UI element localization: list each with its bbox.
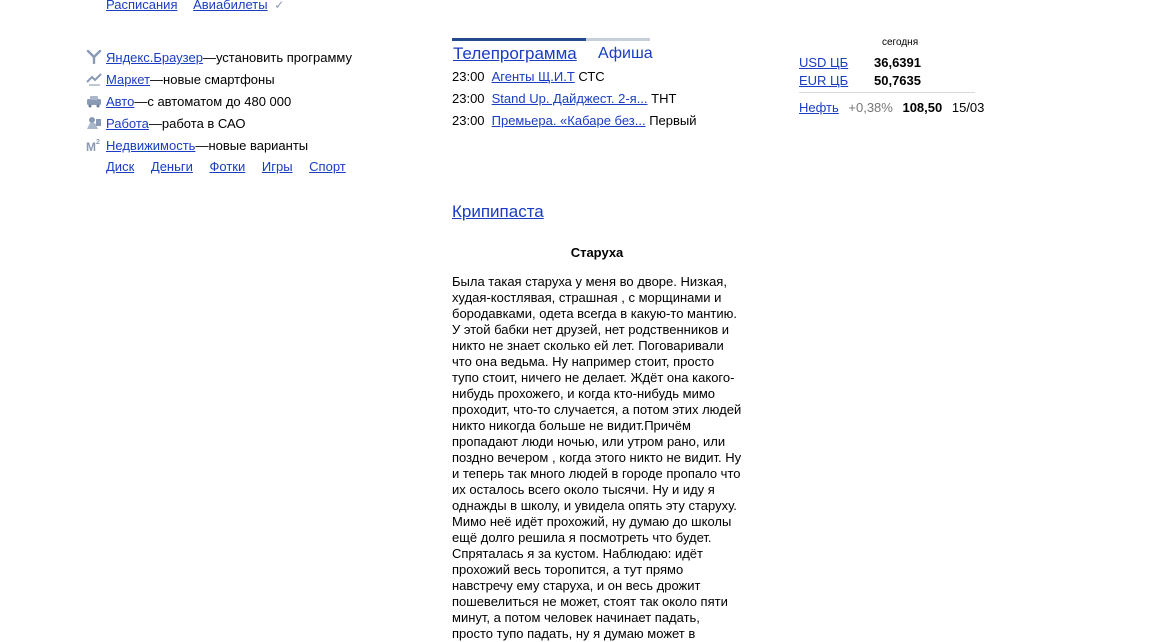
photos-link[interactable]: Фотки	[209, 159, 246, 174]
top-links	[106, 0, 284, 12]
tv-time: 23:00	[452, 113, 485, 128]
tv-show-link[interactable]: Премьера. «Кабаре без...	[491, 113, 646, 128]
tab-afisha[interactable]: Афиша	[598, 45, 653, 62]
tv-row	[452, 68, 652, 90]
svg-text:M: M	[86, 140, 96, 152]
service-desc-work: работа в САО	[161, 116, 246, 131]
service-separator: —	[202, 50, 216, 65]
service-row-auto	[86, 93, 352, 115]
service-separator: —	[150, 72, 164, 87]
tv-time: 23:00	[452, 91, 485, 106]
usd-value: 36,6391	[874, 55, 921, 70]
rates-divider	[799, 92, 975, 93]
service-desc-browser: установить программу	[215, 50, 352, 65]
market-icon	[86, 72, 102, 86]
service-separator: —	[134, 94, 148, 109]
money-link[interactable]: Деньги	[150, 159, 193, 174]
rate-row-usd	[799, 54, 921, 71]
inactive-tab-bar	[586, 38, 650, 41]
tv-tabs	[452, 38, 652, 68]
service-link-auto[interactable]: Авто	[106, 94, 135, 109]
story-text: Была такая старуха у меня во дворе. Низкая, худая-костлявая, страшная , с морщинами и бородавками, одета всегда в какую-то мантию. У этой бабки нет друзей, нет родственников и никто не знает сколько ей лет. Поговаривали что она ведьма. Ну например стоит, просто тупо стоит, ничего не делает. Ждёт она какого-нибудь прохожего, и когда кто-нибудь мимо проходит, что-то случается, а потом этих людей никто никогда больше не видит.Причём пропадают люди ночью, или утром рано, или поздно вечером , когда этого никто не видит. Ну и теперь так много людей в городе пропало что их осталось всего около тысячи. Ну и иду я однажды в школу, и увидела опять эту старуху. Мимо неё идёт прохожий, ну думаю до школы ещё долго решила я посмотреть что будет. Спряталась я за кустом. Наблюдаю: идёт прохожий весь торопится, а тут прямо навстречу ему старуха, и он весь дрожит пошевелиться не может, стоят так около пяти минут, а потом человек начинает падать, просто тупо падать, ну я думаю может в	[452, 274, 742, 641]
story-title: Старуха	[570, 245, 624, 260]
service-desc-auto: с автоматом до 480 000	[147, 94, 292, 109]
service-link-work[interactable]: Работа	[106, 116, 149, 131]
oil-change: +0,38%	[848, 100, 893, 115]
airtickets-link[interactable]: Авиабилеты	[193, 0, 268, 12]
service-link-market[interactable]: Маркет	[106, 72, 151, 87]
sport-link[interactable]: Спорт	[309, 159, 346, 174]
disk-link[interactable]: Диск	[106, 159, 135, 174]
games-link[interactable]: Игры	[261, 159, 293, 174]
oil-price: 108,50	[902, 100, 943, 115]
usd-link[interactable]: USD ЦБ	[799, 55, 849, 70]
rate-row-eur	[799, 72, 921, 89]
service-link-realty[interactable]: Недвижимость	[106, 138, 196, 153]
service-desc-market: новые смартфоны	[163, 72, 275, 87]
service-row-realty	[86, 137, 352, 159]
tv-show-link[interactable]: Stand Up. Дайджест. 2-я...	[491, 91, 648, 106]
service-separator: —	[195, 138, 209, 153]
oil-date: 15/03	[951, 100, 985, 115]
schedules-link[interactable]: Расписания	[106, 0, 178, 12]
eur-value: 50,7635	[874, 73, 921, 88]
work-icon	[86, 116, 102, 130]
tv-channel: СТС	[578, 69, 605, 84]
service-link-browser[interactable]: Яндекс.Браузер	[106, 50, 203, 65]
rates-today-label: сегодня	[882, 37, 919, 48]
oil-link[interactable]: Нефть	[799, 100, 839, 115]
oil-row	[799, 99, 984, 116]
tv-show-link[interactable]: Агенты Щ.И.Т	[491, 69, 575, 84]
tv-row	[452, 90, 677, 112]
tv-time: 23:00	[452, 69, 485, 84]
services-bottom-links	[106, 159, 359, 174]
active-tab-bar	[452, 38, 586, 41]
service-separator: —	[148, 116, 162, 131]
tv-channel: ТНТ	[651, 91, 677, 106]
service-row-work	[86, 115, 352, 137]
service-row-browser	[86, 49, 352, 71]
check-icon: ✓	[274, 0, 285, 12]
tv-program-widget	[452, 38, 697, 134]
eur-link[interactable]: EUR ЦБ	[799, 73, 849, 88]
yandex-browser-icon	[86, 50, 102, 64]
tab-tv-program[interactable]: Телепрограмма	[453, 44, 577, 63]
realty-icon	[86, 138, 102, 152]
svg-text:2: 2	[96, 139, 100, 146]
tv-channel: Первый	[649, 113, 697, 128]
story-section-link[interactable]: Крипипаста	[452, 202, 544, 221]
tv-row	[452, 112, 697, 134]
service-desc-realty: новые варианты	[208, 138, 309, 153]
service-row-market	[86, 71, 352, 93]
services-list	[86, 49, 352, 159]
auto-icon	[86, 94, 102, 108]
